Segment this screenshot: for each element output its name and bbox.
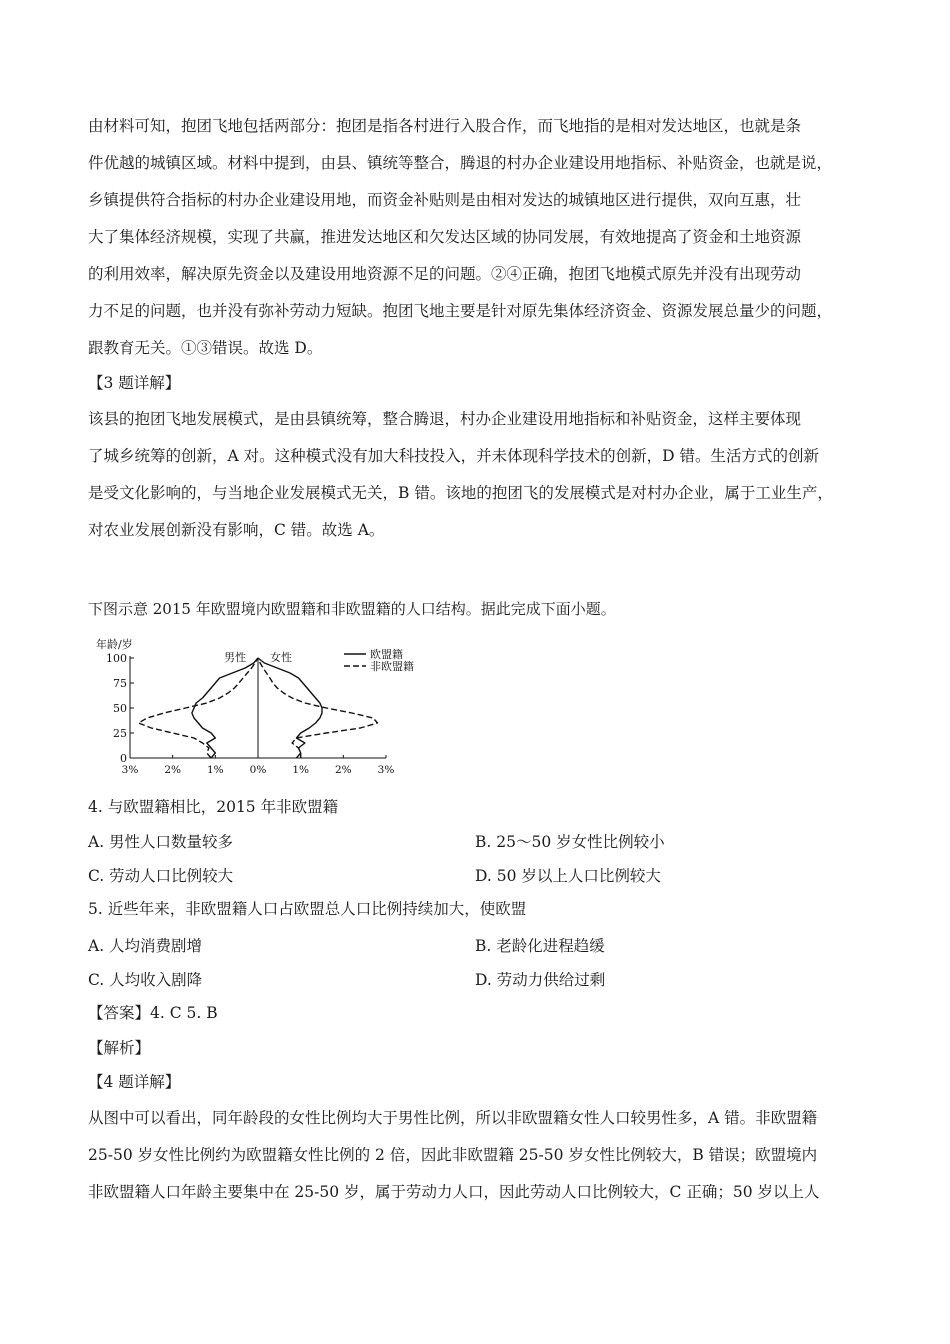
population-pyramid-chart bbox=[96, 636, 414, 785]
q3-heading: 【3 题详解】 bbox=[88, 374, 181, 392]
x-tick-label: 1% bbox=[206, 764, 224, 776]
paragraph-line: 力不足的问题，也并没有弥补劳动力短缺。抱团飞地主要是针对原先集体经济资金、资源发展总量少的问题， bbox=[88, 302, 833, 320]
paragraph-line: 件优越的城镇区域。材料中提到，由县、镇统等整合，腾退的村办企业建设用地指标、补贴资金，也就是说， bbox=[88, 154, 833, 172]
q4-option-d[interactable]: D. 50 岁以上人口比例较大 bbox=[475, 867, 661, 885]
paragraph-line: 的利用效率，解决原先资金以及建设用地资源不足的问题。②④正确，抱团飞地模式原先并没有出现劳动 bbox=[88, 265, 802, 283]
paragraph-line: 非欧盟籍人口年龄主要集中在 25-50 岁，属于劳动力人口，因此劳动人口比例较大，C 正确；50 岁以上人 bbox=[88, 1183, 820, 1201]
legend-label: 非欧盟籍 bbox=[370, 660, 414, 673]
q5-option-a[interactable]: A. 人均消费剧增 bbox=[88, 937, 203, 955]
figure-intro: 下图示意 2015 年欧盟境内欧盟籍和非欧盟籍的人口结构。据此完成下面小题。 bbox=[88, 600, 616, 618]
y-tick-label: 50 bbox=[113, 702, 127, 715]
female-label: 女性 bbox=[270, 651, 292, 664]
q5-option-d[interactable]: D. 劳动力供给过剩 bbox=[475, 971, 606, 989]
analysis-heading: 【解析】 bbox=[88, 1039, 151, 1057]
q4-stem: 4. 与欧盟籍相比，2015 年非欧盟籍 bbox=[88, 798, 339, 816]
x-tick-label: 1% bbox=[292, 764, 310, 776]
paragraph-line: 大了集体经济规模，实现了共赢，推进发达地区和欠发达区域的协同发展，有效地提高了资金和土地资源 bbox=[88, 228, 802, 246]
x-tick-label: 2% bbox=[334, 764, 352, 776]
series-line-non-eu-male bbox=[139, 658, 259, 758]
q4-option-c[interactable]: C. 劳动人口比例较大 bbox=[88, 867, 234, 885]
y-tick-label: 100 bbox=[106, 652, 127, 665]
q5-option-c[interactable]: C. 人均收入剧降 bbox=[88, 971, 203, 989]
paragraph-line: 由材料可知，抱团飞地包括两部分：抱团是指各村进行入股合作，而飞地指的是相对发达地区，也就是条 bbox=[88, 117, 802, 135]
paragraph-line: 是受文化影响的，与当地企业发展模式无关，B 错。该地的抱团飞的发展模式是对村办企业，属于工业生产， bbox=[88, 484, 833, 502]
x-tick-label: 0% bbox=[249, 764, 267, 776]
x-tick-label: 2% bbox=[164, 764, 182, 776]
y-tick-label: 75 bbox=[113, 677, 127, 690]
q5-stem: 5. 近些年来，非欧盟籍人口占欧盟总人口比例持续加大，使欧盟 bbox=[88, 900, 527, 918]
answer-line: 【答案】4. C 5. B bbox=[88, 1004, 218, 1022]
y-tick-label: 0 bbox=[120, 752, 127, 765]
q4-option-b[interactable]: B. 25～50 岁女性比例较小 bbox=[475, 833, 665, 851]
paragraph-line: 了城乡统筹的创新，A 对。这种模式没有加大科技投入，并未体现科学技术的创新，D 错。生活方式的创新 bbox=[88, 447, 819, 465]
paragraph-line: 对农业发展创新没有影响，C 错。故选 A。 bbox=[88, 521, 385, 539]
paragraph-line: 该县的抱团飞地发展模式，是由县镇统筹，整合腾退，村办企业建设用地指标和补贴资金，这样主要体现 bbox=[88, 410, 802, 428]
x-tick-label: 3% bbox=[377, 764, 395, 776]
male-label: 男性 bbox=[224, 651, 246, 664]
y-tick-label: 25 bbox=[113, 727, 127, 740]
paragraph-line: 25-50 岁女性比例约为欧盟籍女性比例的 2 倍，因此非欧盟籍 25-50 岁女性比例较大，B 错误；欧盟境内 bbox=[88, 1146, 818, 1164]
q4-heading: 【4 题详解】 bbox=[88, 1073, 181, 1091]
q4-option-a[interactable]: A. 男性人口数量较多 bbox=[88, 833, 234, 851]
series-line-eu-female bbox=[258, 658, 322, 758]
x-tick-label: 3% bbox=[121, 764, 139, 776]
pyramid-svg bbox=[96, 636, 414, 781]
legend-label: 欧盟籍 bbox=[370, 648, 403, 661]
series-line-non-eu-female bbox=[258, 658, 378, 758]
paragraph-line: 跟教育无关。①③错误。故选 D。 bbox=[88, 339, 323, 357]
y-axis-label: 年龄/岁 bbox=[96, 638, 133, 651]
q5-option-b[interactable]: B. 老龄化进程趋缓 bbox=[475, 937, 605, 955]
paragraph-line: 乡镇提供符合指标的村办企业建设用地，而资金补贴则是由相对发达的城镇地区进行提供，双向互惠，壮 bbox=[88, 191, 802, 209]
paragraph-line: 从图中可以看出，同年龄段的女性比例均大于男性比例，所以非欧盟籍女性人口较男性多，A 错。非欧盟籍 bbox=[88, 1109, 818, 1127]
